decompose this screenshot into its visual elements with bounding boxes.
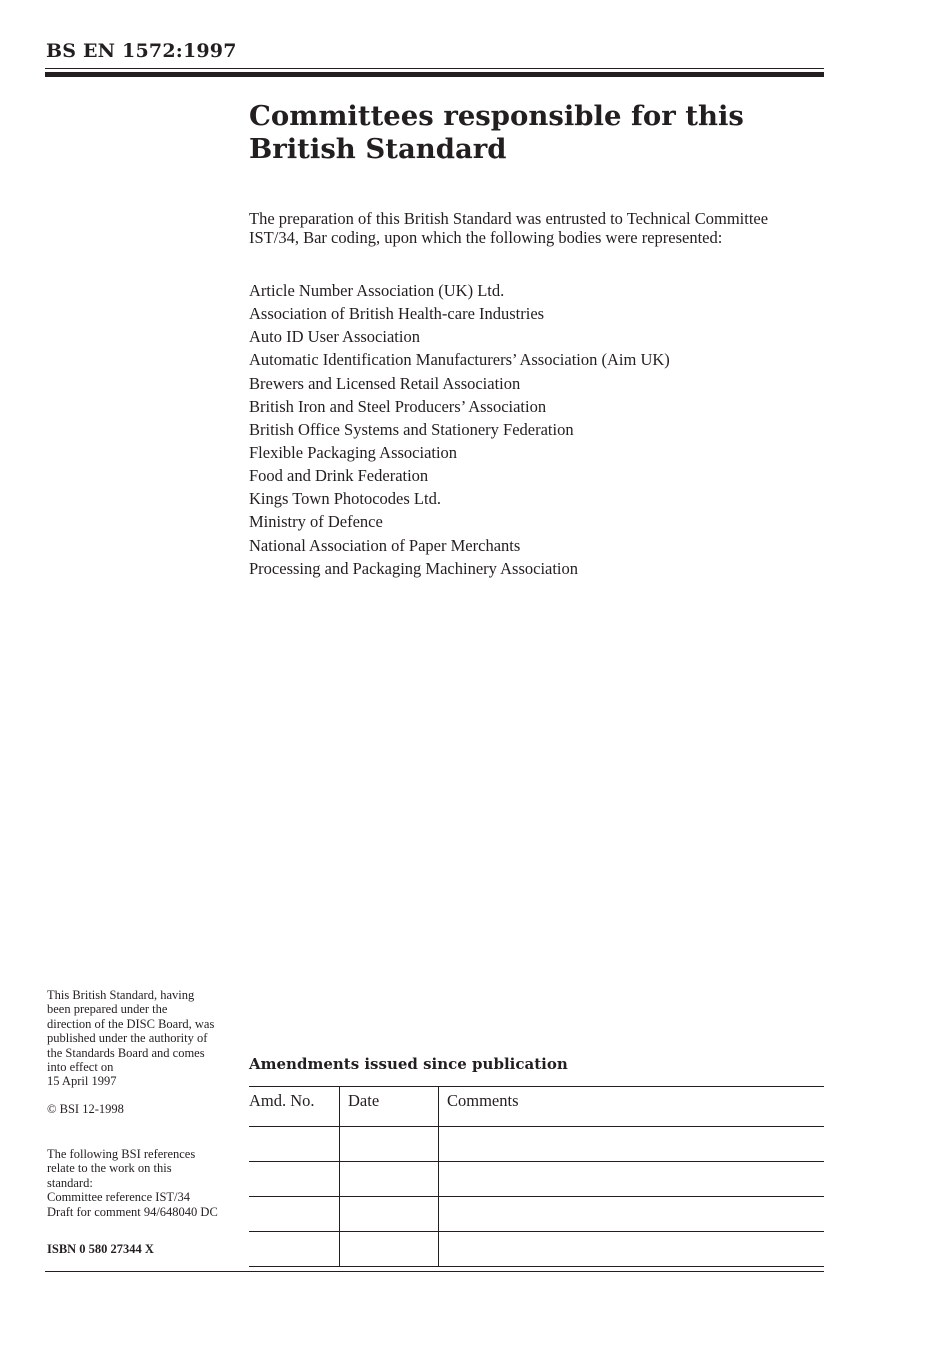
list-item: British Office Systems and Stationery Federation — [249, 419, 574, 439]
reference-line: The following BSI references — [47, 1147, 196, 1161]
approval-statement — [47, 988, 247, 1089]
list-item: Kings Town Photocodes Ltd. — [249, 489, 441, 509]
list-item: Automatic Identification Manufacturers’ Association (Aim UK) — [249, 350, 670, 370]
table-cell — [439, 1127, 825, 1162]
list-item: Auto ID User Association — [249, 327, 420, 347]
page-title-line-2: British Standard — [249, 133, 507, 165]
list-item: British Iron and Steel Producers’ Association — [249, 396, 547, 416]
list-item: Ministry of Defence — [249, 512, 383, 532]
approval-line: been prepared under the — [47, 1002, 168, 1017]
table-cell — [249, 1162, 340, 1197]
page-title-line-1: Committees responsible for this — [249, 100, 744, 132]
amendments-heading: Amendments issued since publication — [249, 1055, 568, 1073]
list-item: Flexible Packaging Association — [249, 442, 458, 462]
table-cell — [249, 1232, 340, 1267]
approval-line: 15 April 1997 — [47, 1074, 117, 1089]
copyright-notice: © BSI 12-1998 — [47, 1102, 124, 1116]
list-item: Processing and Packaging Machinery Association — [249, 558, 579, 578]
approval-line: into effect on — [47, 1060, 114, 1075]
footer-rule — [45, 1271, 824, 1272]
approval-line: This British Standard, having — [47, 988, 195, 1002]
approval-line: published under the authority of — [47, 1031, 208, 1046]
table-cell — [249, 1127, 340, 1162]
list-item: Association of British Health-care Industries — [249, 304, 545, 324]
approval-line: the Standards Board and comes — [47, 1045, 205, 1060]
table-cell — [340, 1162, 439, 1197]
column-header-comments: Comments — [439, 1087, 825, 1127]
table-cell — [340, 1197, 439, 1232]
isbn: ISBN 0 580 27344 X — [47, 1242, 154, 1256]
table-row — [249, 1162, 824, 1197]
column-header-amd-no: Amd. No. — [249, 1087, 340, 1127]
table-cell — [439, 1197, 825, 1232]
page-title — [249, 100, 809, 166]
standard-reference: BS EN 1572:1997 — [46, 40, 237, 62]
approval-line: direction of the DISC Board, was — [47, 1016, 215, 1031]
list-item: Brewers and Licensed Retail Association — [249, 373, 521, 393]
table-row — [249, 1232, 824, 1267]
represented-bodies-list — [249, 281, 670, 582]
reference-line: standard: — [47, 1175, 93, 1190]
table-cell — [439, 1232, 825, 1267]
intro-paragraph: The preparation of this British Standard was entrusted to Technical Committee IST/34, Bar coding, upon which the following bodies were represented: — [249, 209, 769, 247]
reference-line: Draft for comment 94/648040 DC — [47, 1204, 218, 1219]
header-rule-thin — [45, 68, 824, 69]
table-cell — [439, 1162, 825, 1197]
table-header-row — [249, 1087, 824, 1127]
reference-line: Committee reference IST/34 — [47, 1190, 190, 1205]
header-rule-thick — [45, 72, 824, 77]
table-cell — [340, 1127, 439, 1162]
table-cell — [249, 1197, 340, 1232]
column-header-date: Date — [340, 1087, 439, 1127]
table-cell — [340, 1232, 439, 1267]
list-item: Food and Drink Federation — [249, 466, 429, 486]
list-item: Article Number Association (UK) Ltd. — [249, 281, 505, 300]
bsi-references — [47, 1147, 247, 1219]
table-row — [249, 1197, 824, 1232]
table-row — [249, 1127, 824, 1162]
list-item: National Association of Paper Merchants — [249, 535, 521, 555]
amendments-table — [249, 1086, 824, 1267]
reference-line: relate to the work on this — [47, 1161, 172, 1176]
